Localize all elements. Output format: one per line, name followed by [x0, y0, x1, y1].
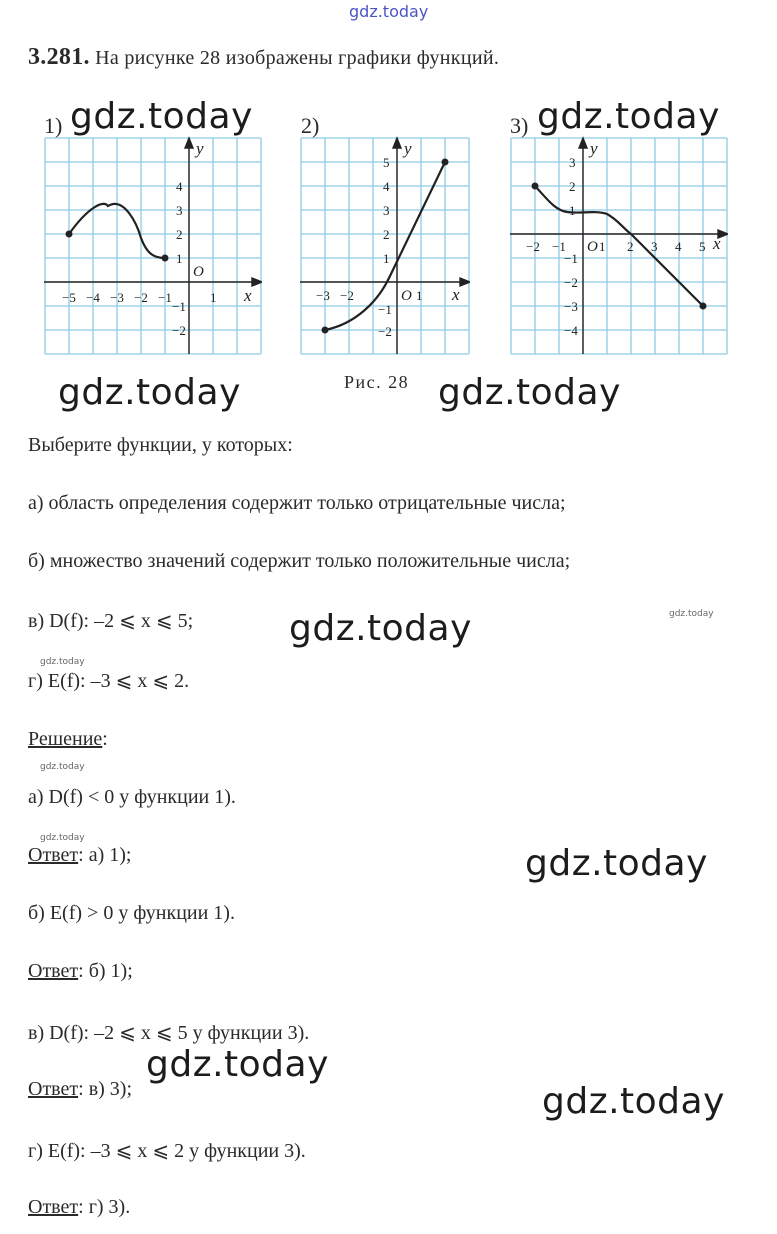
- graph-3-y-arrow-icon: [579, 138, 587, 148]
- answer-value: : в) 3);: [78, 1078, 133, 1100]
- solution-answer: [28, 1078, 132, 1101]
- solution-step: б) E(f) > 0 у функции 1).: [28, 902, 235, 924]
- graph-2-y-tick: 5: [383, 155, 390, 170]
- graph-1-grid: [45, 138, 261, 354]
- graph-1-label: 1): [44, 113, 63, 138]
- graph-1-y-arrow-icon: [185, 138, 193, 148]
- problem-statement: [28, 44, 499, 71]
- graph-1-y-tick: 4: [176, 179, 183, 194]
- graph-2-start-point: [322, 327, 329, 334]
- figure-caption: Рис. 28: [344, 372, 410, 392]
- graph-3-x-tick: −2: [526, 239, 540, 254]
- graph-2-y-tick: −2: [378, 324, 392, 339]
- graph-2: [300, 136, 470, 356]
- answer-word: Ответ: [28, 1196, 79, 1218]
- graph-3-x-tick: 4: [675, 239, 682, 254]
- graph-3: [510, 136, 728, 356]
- watermark: gdz.today: [289, 608, 472, 649]
- graph-3-y-tick: −1: [564, 251, 578, 266]
- graph-3-x-tick: 2: [627, 239, 634, 254]
- graph-2-y-axis-label: y: [404, 139, 412, 158]
- question-item: г) E(f): –3 ⩽ x ⩽ 2.: [28, 670, 190, 692]
- graph-1-x-tick: −2: [134, 290, 148, 305]
- graph-3-y-tick: 3: [569, 155, 576, 170]
- solution-answer: [28, 960, 133, 983]
- watermark: gdz.today: [70, 96, 253, 137]
- watermark: gdz.today: [542, 1081, 725, 1122]
- graph-1-x-tick: −5: [62, 290, 76, 305]
- problem-text: На рисунке 28 изображены графики функций.: [95, 47, 500, 69]
- solution-heading: [28, 728, 108, 751]
- graph-1-origin-label: O: [193, 264, 204, 280]
- answer-word: Ответ: [28, 844, 79, 866]
- watermark-small: gdz.today: [669, 609, 714, 619]
- graph-3-y-tick: −3: [564, 299, 578, 314]
- graph-3-y-tick: 1: [569, 203, 576, 218]
- graph-3-end-point: [700, 303, 707, 310]
- graph-1-y-tick: 1: [176, 251, 183, 266]
- graph-1-y-tick: 3: [176, 203, 183, 218]
- answer-word: Ответ: [28, 1078, 79, 1100]
- graph-2-y-tick: 3: [383, 203, 390, 218]
- graph-1-y-tick: 2: [176, 227, 183, 242]
- solution-step: а) D(f) < 0 у функции 1).: [28, 786, 236, 808]
- graph-3-start-point: [532, 183, 539, 190]
- graph-3-x-tick-one: 1: [599, 239, 606, 254]
- graph-1-y-axis-label: y: [196, 139, 204, 158]
- answer-value: : а) 1);: [78, 844, 132, 866]
- graph-3-origin-label: O: [587, 239, 598, 255]
- solution-step: г) E(f): –3 ⩽ x ⩽ 2 у функции 3).: [28, 1140, 306, 1162]
- graph-1-x-axis-label: x: [244, 286, 252, 305]
- graph-3-y-tick: 2: [569, 179, 576, 194]
- graph-3-x-tick: 5: [699, 239, 706, 254]
- graph-3-label: 3): [510, 113, 529, 138]
- graph-1-y-tick: −1: [172, 299, 186, 314]
- solution-heading-word: Решение: [28, 728, 103, 750]
- solution-heading-colon: :: [102, 728, 108, 750]
- graph-2-y-tick: 1: [383, 251, 390, 266]
- answer-word: Ответ: [28, 960, 79, 982]
- answer-value: : б) 1);: [78, 960, 133, 982]
- graph-2-label: 2): [301, 113, 320, 138]
- solution-answer: [28, 844, 131, 867]
- graph-3-x-tick: 3: [651, 239, 658, 254]
- problem-number: 3.281.: [28, 44, 90, 70]
- graph-3-y-axis-label: y: [590, 139, 598, 158]
- graph-2-x-tick: −3: [316, 288, 330, 303]
- watermark: gdz.today: [438, 372, 621, 413]
- graph-1-end-point: [162, 255, 169, 262]
- graph-3-y-tick: −2: [564, 275, 578, 290]
- question-item: б) множество значений содержит только положительные числа;: [28, 550, 571, 572]
- graph-2-origin-label: O: [401, 288, 412, 304]
- watermark: gdz.today: [58, 372, 241, 413]
- graph-2-x-tick: 1: [416, 288, 423, 303]
- graph-3-x-axis-label: x: [713, 234, 721, 253]
- watermark: gdz.today: [537, 96, 720, 137]
- watermark-small: gdz.today: [40, 762, 85, 772]
- graph-2-y-arrow-icon: [393, 138, 401, 148]
- watermark: gdz.today: [146, 1044, 329, 1085]
- graph-3-x-tick: −1: [552, 239, 566, 254]
- graph-3-grid: [511, 138, 727, 354]
- graph-2-y-tick: 2: [383, 227, 390, 242]
- graph-1: [44, 136, 262, 356]
- graph-1-x-tick: 1: [210, 290, 217, 305]
- watermark-small: gdz.today: [40, 657, 85, 667]
- graph-2-end-point: [442, 159, 449, 166]
- graph-2-y-tick: −1: [378, 302, 392, 317]
- graph-1-x-tick: −1: [158, 290, 172, 305]
- watermark: gdz.today: [525, 843, 708, 884]
- graph-2-grid: [301, 138, 469, 354]
- watermark-small: gdz.today: [40, 833, 85, 843]
- graph-2-x-tick: −2: [340, 288, 354, 303]
- graph-1-start-point: [66, 231, 73, 238]
- watermark-top: gdz.today: [349, 2, 429, 21]
- graph-3-y-tick: −4: [564, 323, 578, 338]
- question-intro: Выберите функции, у которых:: [28, 434, 293, 456]
- graph-1-x-tick: −3: [110, 290, 124, 305]
- graph-2-y-tick: 4: [383, 179, 390, 194]
- solution-step: в) D(f): –2 ⩽ x ⩽ 5 у функции 3).: [28, 1022, 310, 1044]
- answer-value: : г) 3).: [78, 1196, 131, 1218]
- question-item: а) область определения содержит только отрицательные числа;: [28, 492, 566, 514]
- question-item: в) D(f): –2 ⩽ x ⩽ 5;: [28, 610, 194, 632]
- graph-1-x-tick: −4: [86, 290, 100, 305]
- graph-2-x-axis-label: x: [452, 285, 460, 304]
- solution-answer: [28, 1196, 130, 1219]
- graph-1-y-tick: −2: [172, 323, 186, 338]
